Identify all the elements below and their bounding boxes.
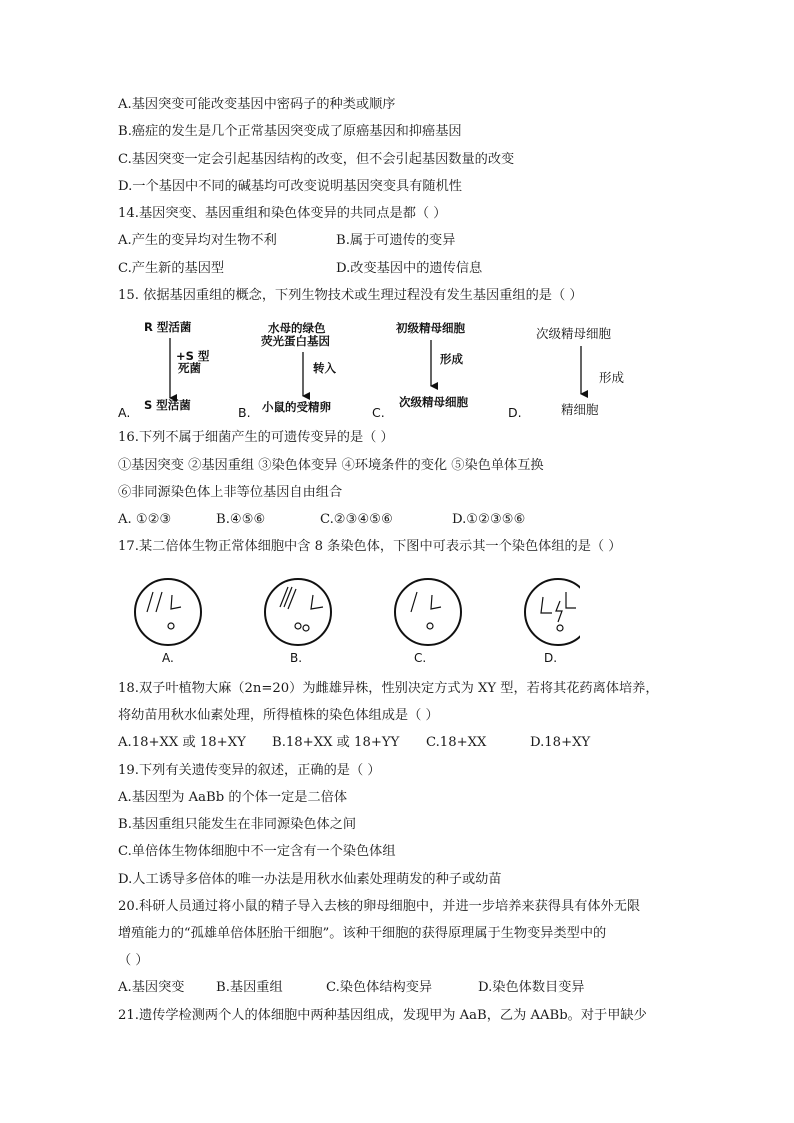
q15-a-bottom: S 型活菌	[144, 398, 191, 412]
q13-option-b: B.癌症的发生是几个正常基因突变成了原癌基因和抑癌基因	[118, 124, 462, 139]
q19-option-d: D.人工诱导多倍体的唯一办法是用秋水仙素处理萌发的种子或幼苗	[118, 872, 502, 887]
q16-option-a: A. ①②③	[118, 512, 172, 527]
q17-cell-a	[135, 579, 201, 645]
q15-d-bottom: 精细胞	[561, 402, 599, 417]
q15-a-side2: 死菌	[178, 361, 201, 375]
q16-option-c: C.②③④⑤⑥	[320, 512, 393, 527]
q20-option-a: A.基因突变	[118, 980, 185, 995]
q17-cell-d	[525, 579, 580, 645]
q15-b-bottom: 小鼠的受精卵	[262, 400, 331, 414]
q18-option-b: B.18+XX 或 18+YY	[272, 735, 400, 750]
q17-label-a: A.	[162, 651, 174, 665]
q15-b-top1: 水母的绿色	[268, 321, 326, 335]
q18-stem-line1: 18.双子叶植物大麻（2n=20）为雌雄异株，性别决定方式为 XY 型，若将其花药离体培养，	[118, 681, 659, 696]
q13-option-a: A.基因突变可能改变基因中密码子的种类或顺序	[118, 97, 396, 112]
q15-a-top: R 型活菌	[144, 320, 192, 334]
q15-c-top: 初级精母细胞	[396, 321, 465, 335]
q18-option-a: A.18+XX 或 18+XY	[118, 735, 246, 750]
q17-label-d: D.	[544, 651, 558, 665]
q15-c-side: 形成	[440, 352, 463, 366]
q20-stem-line1: 20.科研人员通过将小鼠的精子导入去核的卵母细胞中，并进一步培养来获得具有体外无限	[118, 899, 641, 914]
q20-option-d: D.染色体数目变异	[478, 980, 585, 995]
q14-option-b: B.属于可遗传的变异	[336, 233, 456, 248]
q17-stem: 17.某二倍体生物正常体细胞中含 8 条染色体，下图中可表示其一个染色体组的是（ ）	[118, 539, 622, 554]
q15-a-side1: +S 型	[176, 349, 210, 363]
q19-stem: 19.下列有关遗传变异的叙述，正确的是（ ）	[118, 763, 381, 778]
q20-option-c: C.染色体结构变异	[326, 980, 433, 995]
q19-option-a: A.基因型为 AaBb 的个体一定是二倍体	[118, 790, 348, 805]
q18-stem-line2: 将幼苗用秋水仙素处理，所得植株的染色体组成是（ ）	[118, 708, 439, 723]
q15-a-letter: A.	[118, 405, 131, 420]
q14-option-c: C.产生新的基因型	[118, 261, 225, 276]
q15-diagram-a	[118, 320, 210, 420]
q20-stem-line2: 增殖能力的“孤雄单倍体胚胎干细胞”。该种干细胞的获得原理属于生物变异类型中的	[118, 926, 607, 941]
q15-diagram-c	[372, 321, 468, 420]
q17-label-b: B.	[290, 651, 303, 665]
q17-cell-diagrams	[120, 570, 580, 670]
q15-d-letter: D.	[508, 405, 522, 420]
q15-b-top2: 荧光蛋白基因	[261, 334, 330, 348]
q15-c-bottom: 次级精母细胞	[399, 395, 468, 409]
q19-option-b: B.基因重组只能发生在非同源染色体之间	[118, 817, 357, 832]
q20-option-b: B.基因重组	[216, 980, 283, 995]
q17-cell-c	[395, 579, 461, 645]
q15-c-letter: C.	[372, 405, 385, 420]
q16-option-b: B.④⑤⑥	[216, 512, 266, 527]
q17-cell-b	[265, 579, 331, 645]
q15-diagram-b	[238, 321, 336, 420]
q16-items-line2: ⑥非同源染色体上非等位基因自由组合	[118, 485, 343, 500]
q21-stem-line1: 21.遗传学检测两个人的体细胞中两种基因组成，发现甲为 AaB，乙为 AABb。对于甲缺少	[118, 1008, 647, 1023]
q16-option-d: D.①②③⑤⑥	[452, 512, 526, 527]
q13-option-d: D.一个基因中不同的碱基均可改变说明基因突变具有随机性	[118, 179, 462, 194]
q15-stem: 15. 依据基因重组的概念，下列生物技术或生理过程没有发生基因重组的是（ ）	[118, 288, 583, 303]
q16-stem: 16.下列不属于细菌产生的可遗传变异的是（ ）	[118, 430, 394, 445]
q15-diagram-d	[508, 326, 625, 420]
q20-answer-blank: （ ）	[118, 953, 149, 968]
q13-option-c: C.基因突变一定会引起基因结构的改变，但不会引起基因数量的改变	[118, 152, 515, 167]
q15-b-side: 转入	[313, 361, 336, 375]
q14-stem: 14.基因突变、基因重组和染色体变异的共同点是都（ ）	[118, 206, 447, 221]
q18-option-d: D.18+XY	[530, 735, 591, 750]
q16-items-line1: ①基因突变 ②基因重组 ③染色体变异 ④环境条件的变化 ⑤染色单体互换	[118, 458, 544, 473]
q18-option-c: C.18+XX	[426, 735, 487, 750]
q14-option-a: A.产生的变异均对生物不利	[118, 233, 277, 248]
q15-d-top: 次级精母细胞	[536, 326, 612, 341]
q19-option-c: C.单倍体生物体细胞中不一定含有一个染色体组	[118, 844, 396, 859]
q17-label-c: C.	[414, 651, 427, 665]
q14-option-d: D.改变基因中的遗传信息	[336, 261, 483, 276]
q15-d-side: 形成	[599, 370, 625, 385]
q15-b-letter: B.	[238, 405, 251, 420]
q15-diagrams	[110, 316, 670, 424]
